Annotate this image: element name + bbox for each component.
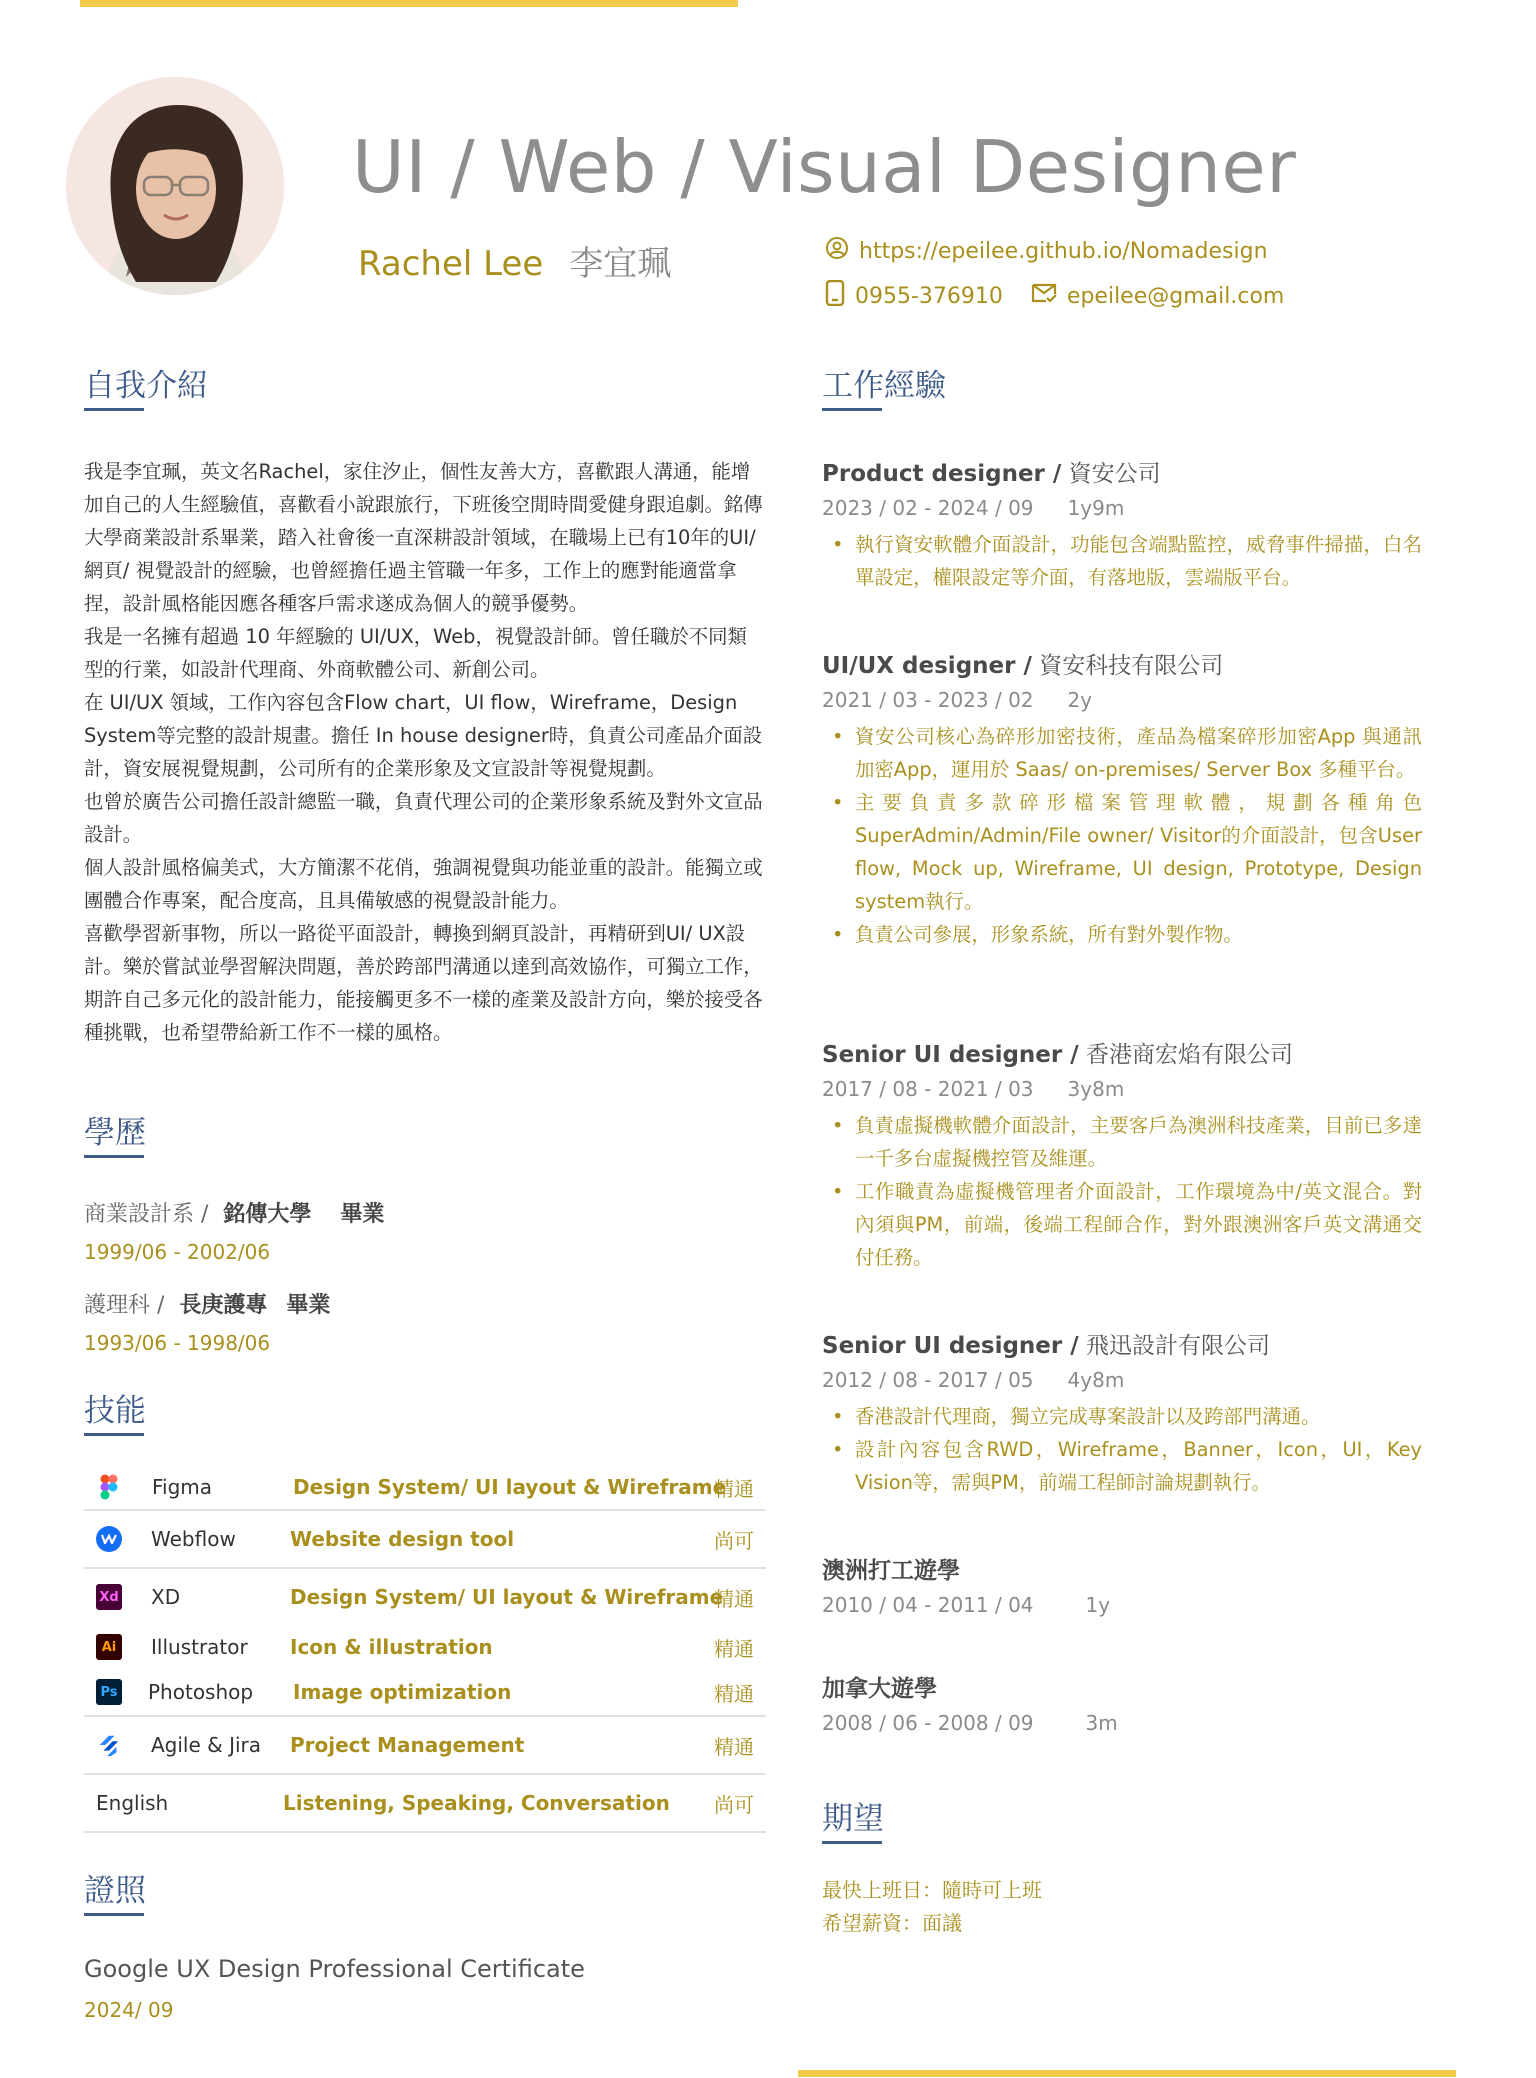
skill-desc: Icon & illustration	[290, 1635, 493, 1659]
skill-tool: Webflow	[151, 1527, 236, 1551]
intro-paragraph: 在 UI/UX 領域，工作內容包含Flow chart，UI flow，Wireframe，Design System等完整的設計規畫。擔任 In house designer時，負責公司產品介面設計，資安展視覺規劃，公司所有的企業形象及文宣設計等視覺規劃。	[84, 691, 763, 780]
job-bullets	[822, 528, 1422, 594]
job-bullet: • 設計內容包含RWD，Wireframe，Banner，Icon，UI，Key Vision等，需與PM，前端工程師討論規劃執行。	[822, 1433, 1422, 1499]
job-bullet: • 資安公司核心為碎形加密技術，產品為檔案碎形加密App 與通訊加密App，運用於 Saas/ on-premises/ Server Box 多種平台。	[822, 720, 1422, 786]
intro-paragraph: 我是一名擁有超過 10 年經驗的 UI/UX，Web，視覺設計師。曾任職於不同類型的行業，如設計代理商、外商軟體公司、新創公司。	[84, 625, 747, 681]
expectation-start: 最快上班日：隨時可上班	[822, 1878, 1042, 1902]
education-item	[84, 1288, 330, 1319]
education-item	[84, 1197, 384, 1228]
skill-desc: Design System/ UI layout & Wireframe	[293, 1475, 727, 1499]
edu-school: 長庚護專	[179, 1293, 268, 1318]
job-dates	[822, 688, 1422, 712]
job-role: Senior UI designer /	[822, 1333, 1079, 1359]
job-bullet: • 執行資安軟體介面設計，功能包含端點監控，威脅事件掃描，白名單設定，權限設定等介面，有落地版，雲端版平台。	[822, 528, 1422, 594]
job-date-range: 2017 / 08 - 2021 / 03	[822, 1077, 1034, 1101]
job-dates	[822, 1368, 1422, 1392]
job-company: 香港商宏焰有限公司	[1085, 1042, 1293, 1068]
figma-icon	[96, 1474, 122, 1500]
job-bullets	[822, 720, 1422, 951]
webflow-icon	[96, 1526, 122, 1552]
job-title-line	[822, 455, 1422, 488]
candidate-name	[358, 236, 671, 285]
travel-date-range: 2008 / 06 - 2008 / 09	[822, 1711, 1034, 1735]
skill-row	[84, 1569, 766, 1625]
phone-email-contact	[825, 280, 1284, 312]
section-rule	[84, 1155, 144, 1158]
skill-tool: Figma	[152, 1475, 213, 1499]
edu-dept: 護理科 /	[84, 1293, 165, 1318]
user-circle-icon	[825, 236, 849, 266]
illustrator-icon: Ai	[96, 1634, 122, 1660]
top-accent-bar	[80, 0, 738, 7]
intro-paragraph: 喜歡學習新事物，所以一路從平面設計，轉換到網頁設計，再精研到UI/ UX設計。樂於嘗試並學習解決問題，善於跨部門溝通以達到高效協作，可獨立工作，期許自己多元化的設計能力，能接觸更多不一樣的產業及設計方向，樂於接受各種挑戰，也希望帶給新工作不一樣的風格。	[84, 922, 763, 1044]
job-duration: 3y8m	[1067, 1077, 1125, 1101]
section-title-skills: 技能	[84, 1393, 146, 1429]
job-bullet: • 主要負責多款碎形檔案管理軟體，規劃各種角色SuperAdmin/Admin/File owner/ Visitor的介面設計，包含User flow, Mock up, Wireframe, UI design, Prototype, Design system執行。	[822, 786, 1422, 918]
job-date-range: 2012 / 08 - 2017 / 05	[822, 1368, 1034, 1392]
skill-level: 精通	[714, 1734, 754, 1759]
edu-dates: 1993/06 - 1998/06	[84, 1331, 271, 1355]
certificate-date: 2024/ 09	[84, 1998, 174, 2022]
skill-row	[84, 1465, 766, 1509]
skill-level: 精通	[714, 1586, 754, 1611]
bottom-accent-bar	[798, 2070, 1456, 2077]
skill-tool: English	[96, 1791, 169, 1815]
xd-icon: Xd	[96, 1584, 122, 1610]
skill-row	[84, 1669, 766, 1715]
travel-dates	[822, 1593, 1422, 1617]
section-rule	[822, 408, 882, 411]
skill-row	[84, 1511, 766, 1567]
section-rule	[84, 408, 144, 411]
expectation-block	[822, 1874, 1042, 1940]
skill-desc: Listening, Speaking, Conversation	[283, 1791, 670, 1815]
skill-row	[84, 1717, 766, 1773]
skill-desc: Design System/ UI layout & Wireframe	[290, 1585, 724, 1609]
job-date-range: 2021 / 03 - 2023 / 02	[822, 688, 1034, 712]
job-company: 資安公司	[1068, 461, 1161, 487]
edu-dates: 1999/06 - 2002/06	[84, 1240, 271, 1264]
travel-duration: 1y	[1085, 1593, 1111, 1617]
section-title-intro: 自我介紹	[84, 368, 208, 404]
job-title: UI / Web / Visual Designer	[352, 125, 1297, 209]
job-duration: 1y9m	[1067, 496, 1125, 520]
email-address[interactable]: epeilee@gmail.com	[1066, 283, 1285, 309]
job-bullet: • 工作職責為虛擬機管理者介面設計，工作環境為中/英文混合。對內須與PM，前端，後端工程師合作，對外跟澳洲客戶英文溝通交付任務。	[822, 1175, 1422, 1274]
phone-icon	[825, 280, 845, 312]
skill-level: 尚可	[714, 1528, 754, 1553]
expectation-salary: 希望薪資：面議	[822, 1911, 962, 1935]
mail-icon	[1031, 282, 1057, 310]
travel-title-text: 加拿大遊學	[822, 1676, 937, 1702]
skill-tool: Photoshop	[148, 1680, 254, 1704]
avatar	[66, 77, 284, 295]
travel-entry	[822, 1670, 1422, 1735]
job-bullets	[822, 1400, 1422, 1499]
skill-desc: Website design tool	[290, 1527, 515, 1551]
edu-dept: 商業設計系 /	[84, 1202, 209, 1227]
travel-dates	[822, 1711, 1422, 1735]
travel-title	[822, 1552, 1422, 1585]
job-date-range: 2023 / 02 - 2024 / 09	[822, 496, 1034, 520]
intro-text	[84, 455, 766, 1049]
section-rule	[822, 1841, 882, 1844]
job-entry	[822, 1036, 1422, 1274]
job-role: UI/UX designer /	[822, 653, 1032, 679]
phone-number[interactable]: 0955-376910	[855, 283, 1003, 309]
job-entry	[822, 455, 1422, 594]
intro-paragraph: 我是李宜珮，英文名Rachel，家住汐止，個性友善大方，喜歡跟人溝通，能增加自己的人生經驗值，喜歡看小說跟旅行，下班後空閒時間愛健身跟追劇。銘傳大學商業設計系畢業，踏入社會後一直深耕設計領域，在職場上已有10年的UI/ 網頁/ 視覺設計的經驗，也曾經擔任過主管職一年多，工作上的應對能適當拿捏，設計風格能因應各種客戶需求遂成為個人的競爭優勢。	[84, 460, 763, 615]
skill-desc: Project Management	[290, 1733, 525, 1757]
section-rule	[84, 1433, 144, 1436]
name-chinese: 李宜珮	[569, 244, 672, 284]
website-contact[interactable]	[825, 236, 1268, 266]
certificate-name: Google UX Design Professional Certificate	[84, 1955, 585, 1983]
job-dates	[822, 1077, 1422, 1101]
edu-status: 畢業	[340, 1202, 385, 1227]
section-title-education: 學歷	[84, 1115, 146, 1151]
intro-paragraph: 也曾於廣告公司擔任設計總監一職，負責代理公司的企業形象系統及對外文宣品設計。	[84, 790, 763, 846]
job-bullet: • 負責公司參展，形象系統，所有對外製作物。	[822, 918, 1422, 951]
travel-entry	[822, 1552, 1422, 1617]
edu-status: 畢業	[286, 1293, 331, 1318]
section-title-experience: 工作經驗	[822, 368, 946, 404]
photoshop-icon: Ps	[96, 1679, 122, 1705]
skill-row	[84, 1625, 766, 1669]
section-rule	[84, 1913, 144, 1916]
job-duration: 2y	[1067, 688, 1093, 712]
skill-row	[84, 1775, 766, 1831]
website-link[interactable]: https://epeilee.github.io/Nomadesign	[859, 238, 1268, 264]
name-english: Rachel Lee	[358, 244, 544, 284]
skill-level: 尚可	[714, 1792, 754, 1817]
section-title-certificates: 證照	[84, 1873, 146, 1909]
job-title-line	[822, 1327, 1422, 1360]
skill-tool: XD	[151, 1585, 181, 1609]
edu-school: 銘傳大學	[223, 1202, 312, 1227]
job-bullet: • 香港設計代理商，獨立完成專案設計以及跨部門溝通。	[822, 1400, 1422, 1433]
job-duration: 4y8m	[1067, 1368, 1125, 1392]
travel-date-range: 2010 / 04 - 2011 / 04	[822, 1593, 1034, 1617]
travel-title	[822, 1670, 1422, 1703]
job-entry	[822, 647, 1422, 951]
skill-tool: Illustrator	[151, 1635, 248, 1659]
skill-level: 精通	[714, 1681, 754, 1706]
skills-table	[84, 1465, 766, 1833]
intro-paragraph: 個人設計風格偏美式，大方簡潔不花俏，強調視覺與功能並重的設計。能獨立或團體合作專案，配合度高，且具備敏感的視覺設計能力。	[84, 856, 763, 912]
travel-title-text: 澳洲打工遊學	[822, 1558, 960, 1584]
skill-level: 精通	[714, 1476, 754, 1501]
job-company: 飛迅設計有限公司	[1085, 1333, 1270, 1359]
job-dates	[822, 496, 1422, 520]
job-bullet: • 負責虛擬機軟體介面設計，主要客戶為澳洲科技產業，目前已多達一千多台虛擬機控管及維運。	[822, 1109, 1422, 1175]
job-role: Product designer /	[822, 461, 1062, 487]
job-title-line	[822, 647, 1422, 680]
travel-duration: 3m	[1085, 1711, 1118, 1735]
job-company: 資安科技有限公司	[1039, 653, 1224, 679]
skill-tool: Agile & Jira	[151, 1733, 262, 1757]
job-bullets	[822, 1109, 1422, 1274]
job-entry	[822, 1327, 1422, 1499]
skill-level: 精通	[714, 1636, 754, 1661]
skill-desc: Image optimization	[293, 1680, 512, 1704]
job-title-line	[822, 1036, 1422, 1069]
job-role: Senior UI designer /	[822, 1042, 1079, 1068]
section-title-expectation: 期望	[822, 1801, 884, 1837]
jira-icon	[96, 1732, 122, 1758]
